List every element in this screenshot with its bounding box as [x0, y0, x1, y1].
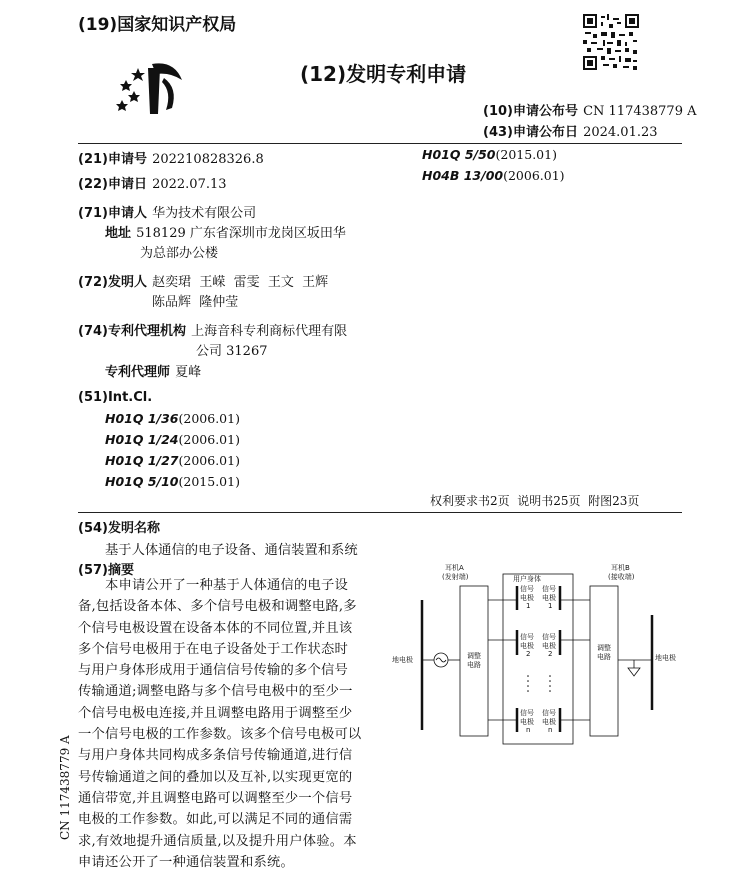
mid-rule	[78, 512, 682, 513]
abstract-line: 本申请公开了一种基于人体通信的电子设	[105, 578, 348, 593]
application-number: (21)申请号 202210828326.8	[78, 152, 264, 167]
electrode-label: 电极	[520, 594, 534, 602]
abstract-line: 传输通道;调整电路与多个信号电极中的至少一	[78, 684, 353, 700]
title-label: (54)发明名称	[78, 521, 160, 536]
adjust-label: 调整	[597, 644, 611, 652]
side-pub-number: CN 117438779 A	[58, 735, 72, 840]
abstract-figure	[390, 560, 690, 750]
publication-number: (10)申请公布号 CN 117438779 A	[483, 104, 697, 119]
electrode-label: 信号	[542, 633, 556, 641]
ipc-code: H01Q 5/10(2015.01)	[105, 474, 240, 489]
intcl-label: (51)Int.Cl.	[78, 390, 153, 405]
ipc-code: H04B 13/00(2006.01)	[422, 168, 565, 183]
electrode-label: 信号	[520, 633, 534, 641]
abstract-line: 个信号电极设置在设备本体的不同位置,并且该	[78, 620, 353, 636]
ground-electrode-label: 地电极	[655, 654, 676, 662]
document-type: (12)发明专利申请	[300, 62, 467, 86]
application-date: (22)申请日 2022.07.13	[78, 177, 227, 192]
earphone-a-label: 耳机A	[445, 564, 464, 572]
emblem-pillar	[148, 68, 160, 114]
electrode-label: 电极	[520, 642, 534, 650]
circuit-label: 电路	[597, 653, 611, 661]
electrode-index: 2	[526, 650, 531, 658]
electrode-label: 电极	[520, 718, 534, 726]
invention-title: 基于人体通信的电子设备、通信装置和系统	[105, 543, 358, 558]
ipc-code: H01Q 5/50(2015.01)	[422, 147, 557, 162]
electrode-label: 信号	[542, 585, 556, 593]
publication-date: (43)申请公布日 2024.01.23	[483, 125, 658, 140]
star-icon	[131, 68, 145, 81]
page-counts: 权利要求书2页 说明书25页 附图23页	[430, 494, 640, 508]
ground-electrode-label: 地电极	[392, 656, 413, 664]
abstract-line: 申请还公开了一种通信装置和系统。	[78, 854, 294, 870]
ellipsis-icon	[527, 675, 551, 692]
abstract-line: 求,有效地提升通信质量,以及提升用户体验。本	[78, 833, 357, 849]
abstract-line: 号传输通道之间的叠加以及互补,以实现更宽的	[78, 769, 353, 785]
patent-agency: (74)专利代理机构 上海音科专利商标代理有限	[78, 324, 348, 339]
emblem-wing	[162, 78, 174, 110]
electrode-label: 信号	[520, 709, 534, 717]
circuit-label: 电路	[467, 661, 481, 669]
abstract-label: (57)摘要	[78, 563, 134, 578]
inventors: (72)发明人 赵奕珺 王嵘 雷雯 王文 王辉	[78, 275, 329, 290]
electrode-label: 电极	[542, 642, 556, 650]
address: 地址 518129 广东省深圳市龙岗区坂田华	[105, 226, 346, 241]
electrode-index: n	[548, 726, 553, 734]
office-name: (19)国家知识产权局	[78, 15, 237, 35]
abstract-line: 多个信号电极用于在电子设备处于工作状态时	[78, 641, 348, 657]
star-icon	[120, 80, 132, 91]
electrode-index: 2	[548, 650, 553, 658]
electrode-index: 1	[548, 602, 553, 610]
electrode-index: 1	[526, 602, 531, 610]
ipc-code: H01Q 1/27(2006.01)	[105, 453, 240, 468]
adjust-circuit-b	[590, 586, 618, 736]
ground-symbol-icon	[628, 668, 640, 676]
cnipa-emblem	[112, 58, 192, 120]
abstract-line: 个信号电极电连接,并且调整电路用于调整至少	[78, 705, 353, 721]
electrode-index: n	[526, 726, 531, 734]
top-rule	[78, 143, 682, 144]
inventors-line2: 陈品辉 隆仲莹	[152, 295, 239, 310]
electrode-label: 电极	[542, 718, 556, 726]
ipc-code: H01Q 1/36(2006.01)	[105, 411, 240, 426]
abstract-line: 备,包括设备本体、多个信号电极和调整电路,多	[78, 599, 357, 615]
applicant: (71)申请人 华为技术有限公司	[78, 206, 257, 221]
address-line2: 为总部办公楼	[140, 246, 219, 261]
abstract-line: 与用户身体形成用于通信信号传输的多个信号	[78, 663, 348, 679]
abstract-line: 电极的工作参数。如此,可以满足不同的通信需	[78, 812, 353, 828]
earphone-b-label: 耳机B	[611, 564, 630, 572]
electrode-label: 电极	[542, 594, 556, 602]
star-icon	[128, 91, 140, 102]
adjust-label: 调整	[467, 652, 481, 660]
star-icon	[116, 100, 128, 111]
abstract-line: 通信带宽,并且调整电路可以调整至少一个信号	[78, 790, 353, 806]
electrode-label: 信号	[542, 709, 556, 717]
patent-agent: 专利代理师 夏峰	[105, 365, 202, 380]
abstract-text	[78, 575, 378, 873]
abstract-line: 一个信号电极的工作参数。该多个信号电极可以	[78, 727, 362, 743]
user-body-box	[503, 574, 573, 744]
abstract-line: 与用户身体共同构成多条信号传输通道,进行信	[78, 748, 353, 764]
rx-end-label: (接收端)	[608, 573, 635, 581]
tx-end-label: (发射端)	[442, 573, 469, 581]
user-body-label: 用户身体	[513, 575, 541, 583]
qr-code	[583, 14, 639, 70]
electrode-label: 信号	[520, 585, 534, 593]
ipc-code: H01Q 1/24(2006.01)	[105, 432, 240, 447]
agency-line2: 公司 31267	[196, 344, 268, 359]
